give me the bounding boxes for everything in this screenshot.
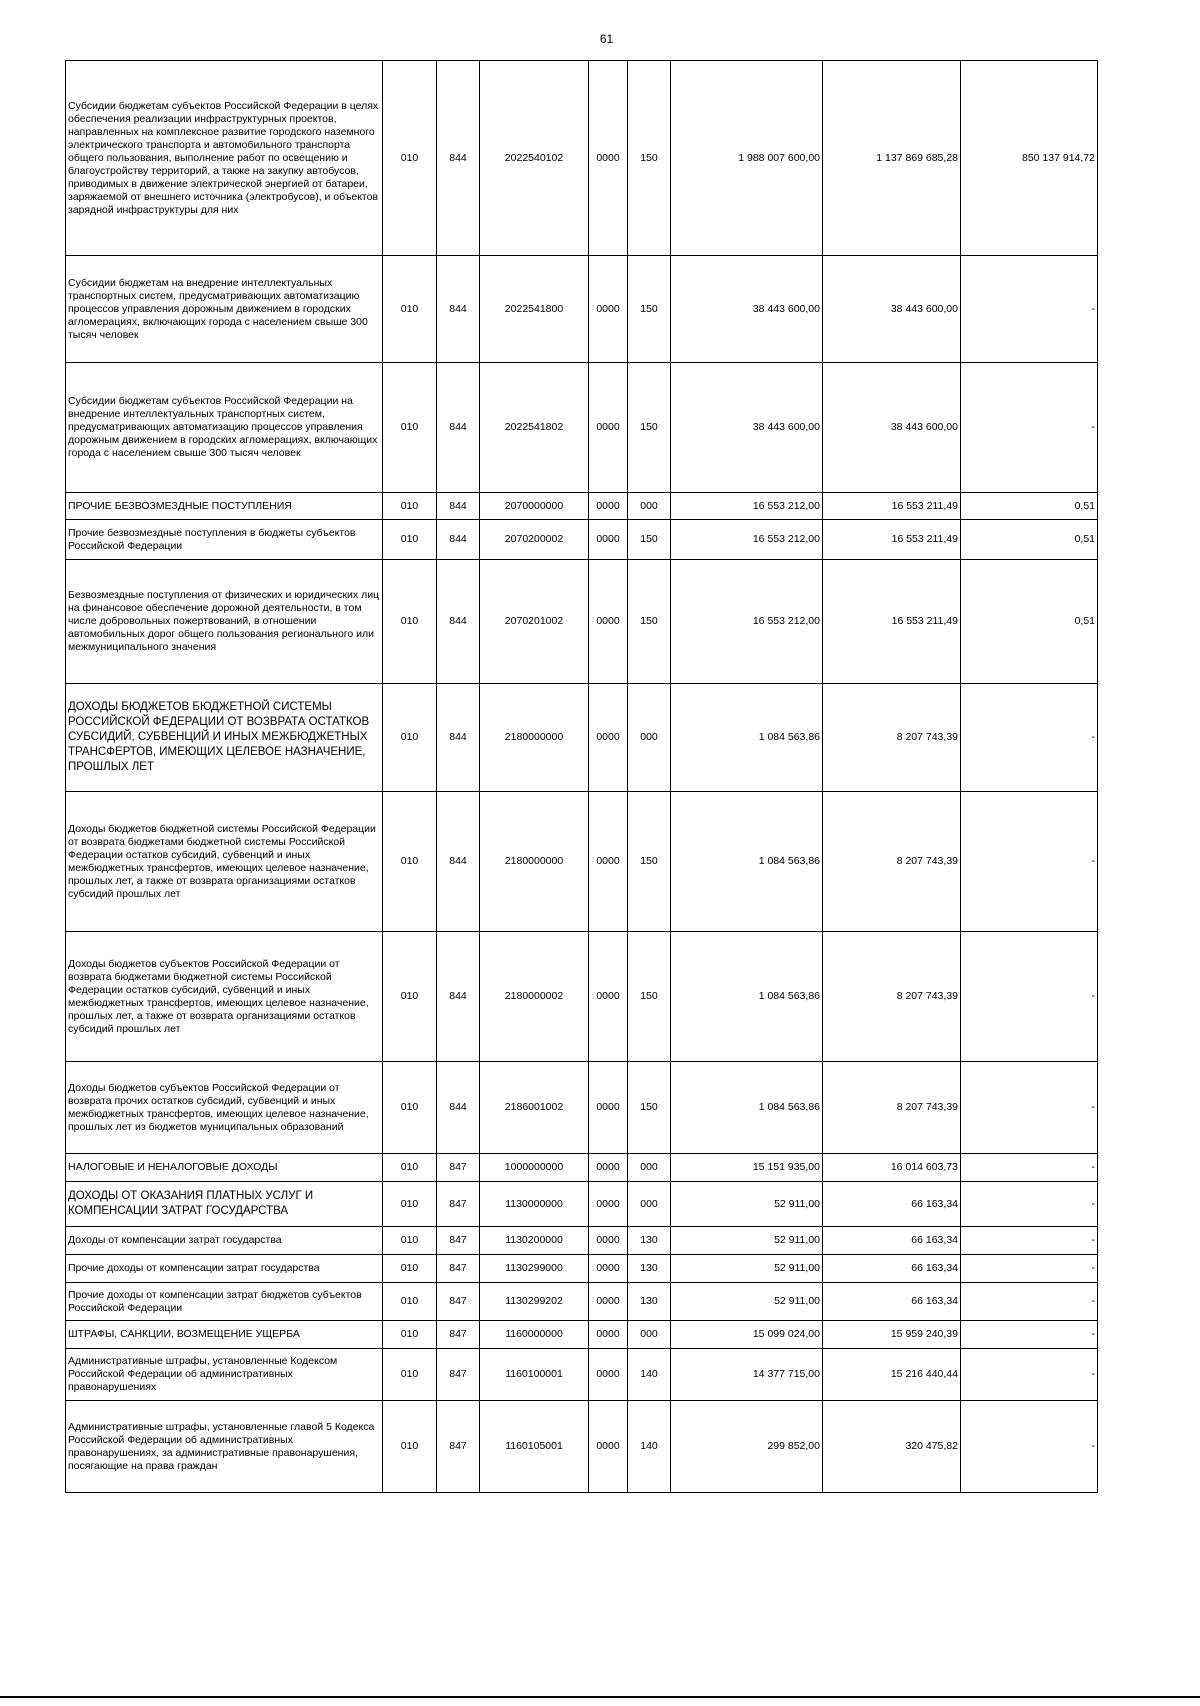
admin-code-cell: 847 <box>437 1182 480 1227</box>
program-code-cell: 0000 <box>589 493 628 520</box>
program-code-cell: 0000 <box>589 1062 628 1154</box>
plan-amount-cell: 16 553 212,00 <box>671 520 823 560</box>
chapter-code-cell: 010 <box>383 1349 437 1401</box>
remaining-amount-cell: - <box>961 1349 1098 1401</box>
plan-amount-cell: 1 988 007 600,00 <box>671 61 823 256</box>
type-code-cell: 140 <box>628 1401 671 1493</box>
chapter-code-cell: 010 <box>383 493 437 520</box>
row-name: ПРОЧИЕ БЕЗВОЗМЕЗДНЫЕ ПОСТУПЛЕНИЯ <box>66 493 383 520</box>
chapter-code-cell: 010 <box>383 363 437 493</box>
chapter-code-cell: 010 <box>383 1227 437 1255</box>
chapter-code-cell: 010 <box>383 792 437 932</box>
table-row <box>66 1182 1098 1227</box>
row-name: Прочие доходы от компенсации затрат государства <box>66 1255 383 1283</box>
table-row <box>66 1283 1098 1321</box>
plan-amount-cell: 52 911,00 <box>671 1283 823 1321</box>
admin-code-cell: 844 <box>437 932 480 1062</box>
plan-amount-cell: 1 084 563,86 <box>671 932 823 1062</box>
actual-amount-cell: 38 443 600,00 <box>823 363 961 493</box>
table-row <box>66 493 1098 520</box>
remaining-amount-cell: - <box>961 792 1098 932</box>
program-code-cell: 0000 <box>589 1283 628 1321</box>
revenue-code-cell: 2022541802 <box>480 363 589 493</box>
remaining-amount-cell: - <box>961 932 1098 1062</box>
revenue-code-cell: 2180000000 <box>480 792 589 932</box>
chapter-code-cell: 010 <box>383 1182 437 1227</box>
actual-amount-cell: 8 207 743,39 <box>823 684 961 792</box>
program-code-cell: 0000 <box>589 256 628 363</box>
row-name: Безвозмездные поступления от физических и юридических лиц на финансовое обеспечение дорожной деятельности, в том числе добровольных пожертвований, в отношении автомобильных дорог общего пользования регионального или межмуниципального значения <box>66 560 383 684</box>
chapter-code-cell: 010 <box>383 560 437 684</box>
plan-amount-cell: 1 084 563,86 <box>671 684 823 792</box>
revenue-code-cell: 2180000000 <box>480 684 589 792</box>
type-code-cell: 000 <box>628 1154 671 1182</box>
plan-amount-cell: 16 553 212,00 <box>671 560 823 684</box>
type-code-cell: 130 <box>628 1227 671 1255</box>
actual-amount-cell: 8 207 743,39 <box>823 792 961 932</box>
admin-code-cell: 844 <box>437 520 480 560</box>
admin-code-cell: 847 <box>437 1401 480 1493</box>
revenue-code-cell: 1000000000 <box>480 1154 589 1182</box>
chapter-code-cell: 010 <box>383 1062 437 1154</box>
type-code-cell: 130 <box>628 1255 671 1283</box>
page-bottom-border <box>0 1696 1200 1698</box>
row-name: Административные штрафы, установленные главой 5 Кодекса Российской Федерации об административных правонарушениях, за административные правонарушения, посягающие на права граждан <box>66 1401 383 1493</box>
program-code-cell: 0000 <box>589 1321 628 1349</box>
remaining-amount-cell: - <box>961 1182 1098 1227</box>
chapter-code-cell: 010 <box>383 61 437 256</box>
admin-code-cell: 844 <box>437 1062 480 1154</box>
revenue-code-cell: 2070200002 <box>480 520 589 560</box>
admin-code-cell: 844 <box>437 684 480 792</box>
plan-amount-cell: 14 377 715,00 <box>671 1349 823 1401</box>
remaining-amount-cell: - <box>961 684 1098 792</box>
admin-code-cell: 847 <box>437 1283 480 1321</box>
remaining-amount-cell: - <box>961 1321 1098 1349</box>
row-name: Административные штрафы, установленные Кодексом Российской Федерации об административных правонарушениях <box>66 1349 383 1401</box>
type-code-cell: 000 <box>628 1182 671 1227</box>
actual-amount-cell: 66 163,34 <box>823 1283 961 1321</box>
program-code-cell: 0000 <box>589 792 628 932</box>
row-name: Прочие доходы от компенсации затрат бюджетов субъектов Российской Федерации <box>66 1283 383 1321</box>
type-code-cell: 150 <box>628 256 671 363</box>
type-code-cell: 000 <box>628 1321 671 1349</box>
actual-amount-cell: 66 163,34 <box>823 1255 961 1283</box>
row-name: ДОХОДЫ БЮДЖЕТОВ БЮДЖЕТНОЙ СИСТЕМЫ РОССИЙСКОЙ ФЕДЕРАЦИИ ОТ ВОЗВРАТА ОСТАТКОВ СУБСИДИЙ, СУБВЕНЦИЙ И ИНЫХ МЕЖБЮДЖЕТНЫХ ТРАНСФЕРТОВ, ИМЕЮЩИХ ЦЕЛЕВОЕ НАЗНАЧЕНИЕ, ПРОШЛЫХ ЛЕТ <box>66 684 383 792</box>
actual-amount-cell: 1 137 869 685,28 <box>823 61 961 256</box>
type-code-cell: 000 <box>628 684 671 792</box>
table-row <box>66 560 1098 684</box>
type-code-cell: 150 <box>628 61 671 256</box>
row-name: Субсидии бюджетам субъектов Российской Федерации на внедрение интеллектуальных транспортных систем, предусматривающих автоматизацию процессов управления дорожным движением в городских агломерациях, включающих города с населением свыше 300 тысяч человек <box>66 363 383 493</box>
table-row <box>66 684 1098 792</box>
remaining-amount-cell: - <box>961 1255 1098 1283</box>
actual-amount-cell: 8 207 743,39 <box>823 1062 961 1154</box>
type-code-cell: 150 <box>628 560 671 684</box>
table-row <box>66 932 1098 1062</box>
row-name: Доходы от компенсации затрат государства <box>66 1227 383 1255</box>
remaining-amount-cell: - <box>961 363 1098 493</box>
remaining-amount-cell: - <box>961 1283 1098 1321</box>
program-code-cell: 0000 <box>589 560 628 684</box>
plan-amount-cell: 38 443 600,00 <box>671 363 823 493</box>
type-code-cell: 000 <box>628 493 671 520</box>
type-code-cell: 150 <box>628 363 671 493</box>
actual-amount-cell: 16 014 603,73 <box>823 1154 961 1182</box>
type-code-cell: 140 <box>628 1349 671 1401</box>
chapter-code-cell: 010 <box>383 1154 437 1182</box>
row-name: Субсидии бюджетам на внедрение интеллектуальных транспортных систем, предусматривающих автоматизацию процессов управления дорожным движением в городских агломерациях, включающих города с населением свыше 300 тысяч человек <box>66 256 383 363</box>
table-row <box>66 1255 1098 1283</box>
remaining-amount-cell: - <box>961 1227 1098 1255</box>
admin-code-cell: 847 <box>437 1154 480 1182</box>
revenue-code-cell: 2180000002 <box>480 932 589 1062</box>
table-row <box>66 520 1098 560</box>
chapter-code-cell: 010 <box>383 520 437 560</box>
program-code-cell: 0000 <box>589 932 628 1062</box>
program-code-cell: 0000 <box>589 1227 628 1255</box>
table-row <box>66 1349 1098 1401</box>
revenue-code-cell: 2070201002 <box>480 560 589 684</box>
revenue-code-cell: 1160100001 <box>480 1349 589 1401</box>
admin-code-cell: 847 <box>437 1227 480 1255</box>
plan-amount-cell: 16 553 212,00 <box>671 493 823 520</box>
chapter-code-cell: 010 <box>383 1283 437 1321</box>
type-code-cell: 150 <box>628 1062 671 1154</box>
table-row <box>66 1401 1098 1493</box>
table-row <box>66 256 1098 363</box>
type-code-cell: 150 <box>628 932 671 1062</box>
table-row <box>66 792 1098 932</box>
plan-amount-cell: 52 911,00 <box>671 1255 823 1283</box>
revenue-code-cell: 1160000000 <box>480 1321 589 1349</box>
plan-amount-cell: 15 151 935,00 <box>671 1154 823 1182</box>
page-number: 61 <box>599 32 614 46</box>
program-code-cell: 0000 <box>589 1349 628 1401</box>
plan-amount-cell: 52 911,00 <box>671 1182 823 1227</box>
admin-code-cell: 844 <box>437 256 480 363</box>
table-row <box>66 61 1098 256</box>
remaining-amount-cell: - <box>961 256 1098 363</box>
plan-amount-cell: 1 084 563,86 <box>671 1062 823 1154</box>
chapter-code-cell: 010 <box>383 1401 437 1493</box>
program-code-cell: 0000 <box>589 684 628 792</box>
revenue-code-cell: 2022541800 <box>480 256 589 363</box>
actual-amount-cell: 38 443 600,00 <box>823 256 961 363</box>
row-name: Прочие безвозмездные поступления в бюджеты субъектов Российской Федерации <box>66 520 383 560</box>
remaining-amount-cell: - <box>961 1062 1098 1154</box>
revenue-code-cell: 2070000000 <box>480 493 589 520</box>
row-name: ДОХОДЫ ОТ ОКАЗАНИЯ ПЛАТНЫХ УСЛУГ И КОМПЕНСАЦИИ ЗАТРАТ ГОСУДАРСТВА <box>66 1182 383 1227</box>
actual-amount-cell: 8 207 743,39 <box>823 932 961 1062</box>
type-code-cell: 150 <box>628 520 671 560</box>
type-code-cell: 130 <box>628 1283 671 1321</box>
table-row <box>66 1227 1098 1255</box>
chapter-code-cell: 010 <box>383 932 437 1062</box>
admin-code-cell: 847 <box>437 1321 480 1349</box>
row-name: НАЛОГОВЫЕ И НЕНАЛОГОВЫЕ ДОХОДЫ <box>66 1154 383 1182</box>
revenue-code-cell: 2186001002 <box>480 1062 589 1154</box>
chapter-code-cell: 010 <box>383 684 437 792</box>
actual-amount-cell: 320 475,82 <box>823 1401 961 1493</box>
revenue-code-cell: 1160105001 <box>480 1401 589 1493</box>
chapter-code-cell: 010 <box>383 1255 437 1283</box>
admin-code-cell: 844 <box>437 792 480 932</box>
actual-amount-cell: 16 553 211,49 <box>823 560 961 684</box>
program-code-cell: 0000 <box>589 1182 628 1227</box>
chapter-code-cell: 010 <box>383 256 437 363</box>
admin-code-cell: 847 <box>437 1255 480 1283</box>
actual-amount-cell: 16 553 211,49 <box>823 520 961 560</box>
program-code-cell: 0000 <box>589 61 628 256</box>
plan-amount-cell: 15 099 024,00 <box>671 1321 823 1349</box>
plan-amount-cell: 52 911,00 <box>671 1227 823 1255</box>
remaining-amount-cell: 0,51 <box>961 520 1098 560</box>
program-code-cell: 0000 <box>589 1154 628 1182</box>
row-name: Доходы бюджетов бюджетной системы Российской Федерации от возврата бюджетами бюджетной системы Российской Федерации остатков субсидий, субвенций и иных межбюджетных трансфертов, имеющих целевое назначение, прошлых лет, а также от возврата организациями остатков субсидий прошлых лет <box>66 792 383 932</box>
plan-amount-cell: 38 443 600,00 <box>671 256 823 363</box>
table-row <box>66 1321 1098 1349</box>
plan-amount-cell: 1 084 563,86 <box>671 792 823 932</box>
type-code-cell: 150 <box>628 792 671 932</box>
admin-code-cell: 844 <box>437 363 480 493</box>
program-code-cell: 0000 <box>589 363 628 493</box>
revenue-code-cell: 1130000000 <box>480 1182 589 1227</box>
budget-table <box>65 60 1098 1493</box>
row-name: Доходы бюджетов субъектов Российской Федерации от возврата прочих остатков субсидий, субвенций и иных межбюджетных трансфертов, имеющих целевое назначение, прошлых лет из бюджетов муниципальных образований <box>66 1062 383 1154</box>
row-name: ШТРАФЫ, САНКЦИИ, ВОЗМЕЩЕНИЕ УЩЕРБА <box>66 1321 383 1349</box>
chapter-code-cell: 010 <box>383 1321 437 1349</box>
admin-code-cell: 844 <box>437 61 480 256</box>
admin-code-cell: 844 <box>437 560 480 684</box>
row-name: Доходы бюджетов субъектов Российской Федерации от возврата бюджетами бюджетной системы Российской Федерации остатков субсидий, субвенций и иных межбюджетных трансфертов, имеющих целевое назначение, прошлых лет, а также от возврата организациями остатков субсидий прошлых лет <box>66 932 383 1062</box>
table-row <box>66 1154 1098 1182</box>
actual-amount-cell: 15 959 240,39 <box>823 1321 961 1349</box>
admin-code-cell: 844 <box>437 493 480 520</box>
program-code-cell: 0000 <box>589 520 628 560</box>
plan-amount-cell: 299 852,00 <box>671 1401 823 1493</box>
program-code-cell: 0000 <box>589 1401 628 1493</box>
actual-amount-cell: 16 553 211,49 <box>823 493 961 520</box>
actual-amount-cell: 66 163,34 <box>823 1182 961 1227</box>
actual-amount-cell: 15 216 440,44 <box>823 1349 961 1401</box>
revenue-code-cell: 1130299202 <box>480 1283 589 1321</box>
row-name: Субсидии бюджетам субъектов Российской Федерации в целях обеспечения реализации инфраструктурных проектов, направленных на комплексное развитие городского наземного электрического транспорта и автомобильного транспорта общего пользования, выполнение работ по освещению и благоустройству территорий, а также на закупку автобусов, приводимых в движение электрической энергией от батареи, заряжаемой от внешнего источника (электробусов), и объектов зарядной инфраструктуры для них <box>66 61 383 256</box>
remaining-amount-cell: - <box>961 1154 1098 1182</box>
revenue-code-cell: 1130200000 <box>480 1227 589 1255</box>
remaining-amount-cell: - <box>961 1401 1098 1493</box>
revenue-code-cell: 1130299000 <box>480 1255 589 1283</box>
program-code-cell: 0000 <box>589 1255 628 1283</box>
remaining-amount-cell: 0,51 <box>961 560 1098 684</box>
table-row <box>66 1062 1098 1154</box>
remaining-amount-cell: 850 137 914,72 <box>961 61 1098 256</box>
remaining-amount-cell: 0,51 <box>961 493 1098 520</box>
actual-amount-cell: 66 163,34 <box>823 1227 961 1255</box>
admin-code-cell: 847 <box>437 1349 480 1401</box>
table-row <box>66 363 1098 493</box>
revenue-code-cell: 2022540102 <box>480 61 589 256</box>
